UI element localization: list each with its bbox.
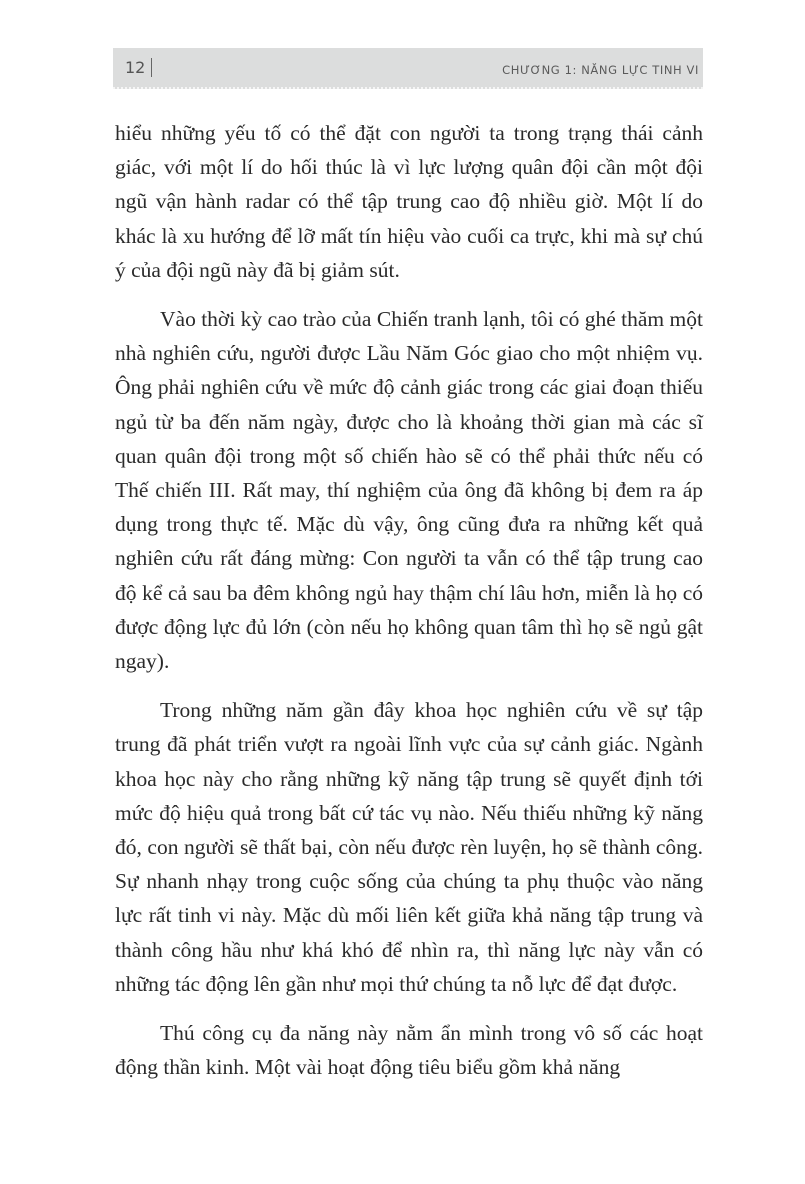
paragraph: Vào thời kỳ cao trào của Chiến tranh lạnh, tôi có ghé thăm một nhà nghiên cứu, người được Lầu Năm Góc giao cho một nhiệm vụ. Ông phải nghiên cứu về mức độ cảnh giác trong các giai đoạn thiếu ngủ từ ba đến năm ngày, được cho là khoảng thời gian mà các sĩ quan quân đội trong một số chiến hào sẽ có thể phải thức nếu có Thế chiến III. Rất may, thí nghiệm của ông đã không bị đem ra áp dụng trong thực tế. Mặc dù vậy, ông cũng đưa ra những kết quả nghiên cứu rất đáng mừng: Con người ta vẫn có thể tập trung cao độ kể cả sau ba đêm không ngủ hay thậm chí lâu hơn, miễn là họ có được động lực đủ lớn (còn nếu họ không quan tâm thì họ sẽ ngủ gật ngay).: [115, 307, 703, 674]
paragraph: hiểu những yếu tố có thể đặt con người ta trong trạng thái cảnh giác, với một lí do hối thúc là vì lực lượng quân đội cần một đội ngũ vận hành radar có thể tập trung cao độ nhiều giờ. Một lí do khác là xu hướng để lỡ mất tín hiệu vào cuối ca trực, khi mà sự chú ý của đội ngũ này đã bị giảm sút.: [115, 121, 703, 282]
paragraph: Thú công cụ đa năng này nằm ẩn mình trong vô số các hoạt động thần kinh. Một vài hoạt động tiêu biểu gồm khả năng: [115, 1021, 703, 1080]
running-header: [113, 48, 703, 89]
page-number-divider: [151, 58, 152, 77]
page-number: 12: [125, 58, 146, 77]
chapter-title: CHƯƠNG 1: NĂNG LỰC TINH VI: [502, 63, 699, 77]
body-text: [115, 116, 703, 1099]
paragraph: Trong những năm gần đây khoa học nghiên cứu về sự tập trung đã phát triển vượt ra ngoài lĩnh vực của sự cảnh giác. Ngành khoa học này cho rằng những kỹ năng tập trung sẽ quyết định tới mức độ hiệu quả trong bất cứ tác vụ nào. Nếu thiếu những kỹ năng đó, con người sẽ thất bại, còn nếu được rèn luyện, họ sẽ thành công. Sự nhanh nhạy trong cuộc sống của chúng ta phụ thuộc vào năng lực rất tinh vi này. Mặc dù mối liên kết giữa khả năng tập trung và thành công hầu như khá khó để nhìn ra, thì năng lực này vẫn có những tác động lên gần như mọi thứ chúng ta nỗ lực để đạt được.: [115, 698, 703, 996]
